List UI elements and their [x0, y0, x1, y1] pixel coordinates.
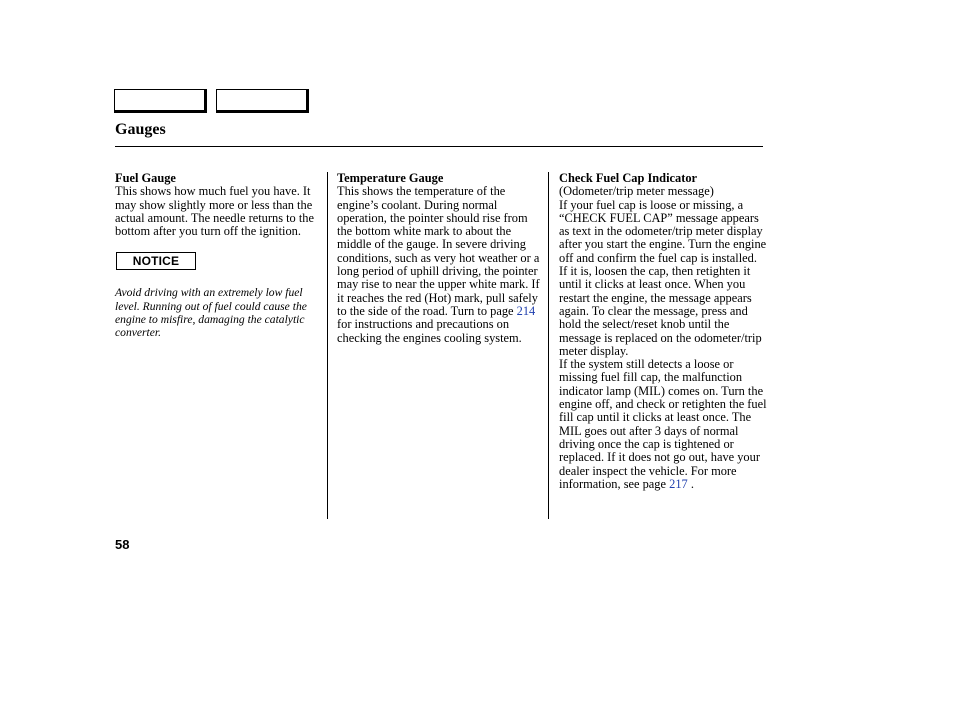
fuel-cap-paragraph-2-text: If the system still detects a loose or missing fuel fill cap, the malfunction indicator lamp (MIL) comes on. Turn the engine off, and check or retighten the fuel fill cap until it clicks at least once. The MIL goes out after 3 days of normal driving once the cap is tightened or replaced. If it does not go out, have your dealer inspect the vehicle. For more information, see page [559, 357, 767, 491]
fuel-cap-paragraph-2 [559, 358, 767, 491]
fuel-gauge-heading: Fuel Gauge [115, 171, 176, 185]
title-divider [115, 146, 763, 147]
fuel-cap-paragraph-2-end: . [687, 476, 694, 491]
fuel-gauge-column [115, 172, 323, 340]
fuel-cap-subheading: (Odometer/trip meter message) [559, 184, 714, 199]
page-link-214[interactable]: 214 [516, 303, 536, 318]
nav-button-next[interactable] [216, 89, 309, 113]
column-divider [327, 172, 328, 519]
fuel-cap-heading: Check Fuel Cap Indicator [559, 171, 698, 185]
temperature-gauge-body: This shows the temperature of the engine’s coolant. During normal operation, the pointer should rise from the bottom white mark to about the middle of the gauge. In severe driving conditions, such as very hot weather or a long period of uphill driving, the pointer may rise to near the upper white mark. If it reaches the red (Hot) mark, pull safely to the side of the road. Turn to page [337, 184, 540, 318]
temperature-gauge-column [337, 172, 545, 345]
notice-text: Avoid driving with an extremely low fuel level. Running out of fuel could cause the engine to misfire, damaging the catalytic converter. [115, 286, 307, 340]
section-title: Gauges [115, 121, 166, 138]
nav-button-previous[interactable] [114, 89, 207, 113]
page-number: 58 [115, 537, 130, 552]
temperature-gauge-heading: Temperature Gauge [337, 171, 444, 185]
temperature-gauge-text [337, 185, 545, 345]
column-divider [548, 172, 549, 519]
notice-label: NOTICE [116, 252, 196, 270]
temperature-gauge-body-end: for instructions and precautions on checking the engines cooling system. [337, 317, 522, 345]
fuel-cap-column [559, 172, 767, 491]
page-link-217[interactable]: 217 [669, 476, 688, 491]
fuel-gauge-text: This shows how much fuel you have. It may show slightly more or less than the actual amount. The needle returns to the bottom after you turn off the ignition. [115, 184, 314, 239]
fuel-cap-paragraph-1: If your fuel cap is loose or missing, a “CHECK FUEL CAP” message appears as text in the odometer/trip meter display after you start the engine. Turn the engine off and confirm the fuel cap is installed. If it is, loosen the cap, then retighten it until it clicks at least once. When you restart the engine, the message appears again. To clear the message, press and hold the select/reset knob until the message is replaced on the odometer/trip meter display. [559, 197, 767, 358]
